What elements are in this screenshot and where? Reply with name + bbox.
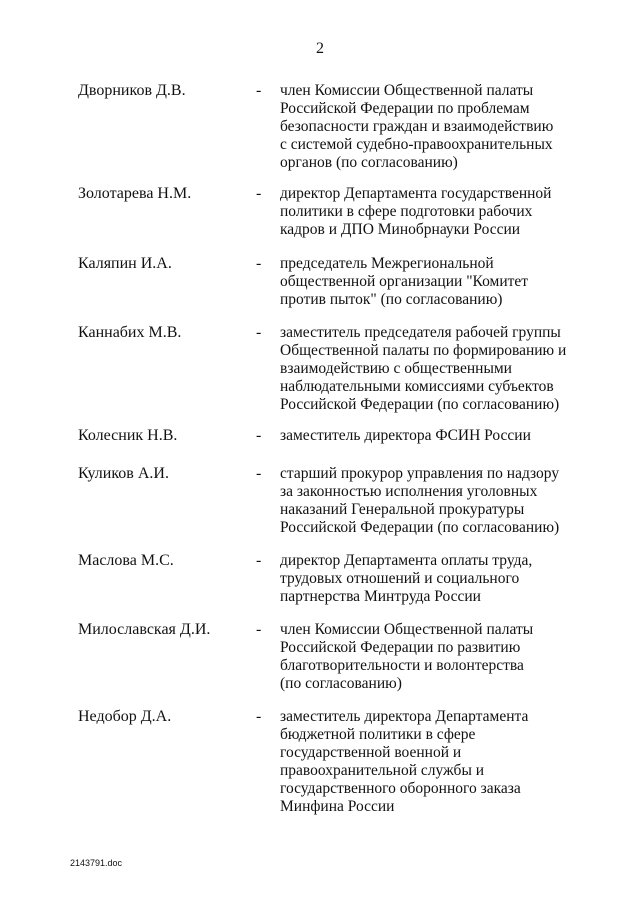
role-line: с системой судебно-правоохранительных bbox=[280, 136, 553, 153]
role-line: политики в сфере подготовки рабочих bbox=[280, 203, 533, 220]
role-line: член Комиссии Общественной палаты bbox=[280, 621, 534, 638]
member-role bbox=[280, 82, 580, 172]
role-line: кадров и ДПО Минобрнауки России bbox=[280, 221, 521, 238]
role-line: государственного оборонного заказа bbox=[280, 780, 521, 797]
separator-dash: - bbox=[256, 427, 262, 444]
member-role bbox=[280, 552, 580, 606]
role-line: наказаний Генеральной прокуратуры bbox=[280, 501, 525, 518]
role-line: общественной организации "Комитет bbox=[280, 273, 529, 290]
separator-dash: - bbox=[256, 708, 262, 725]
role-line: заместитель председателя рабочей группы bbox=[280, 324, 561, 341]
page-number: 2 bbox=[316, 40, 324, 57]
separator-dash: - bbox=[256, 82, 262, 99]
role-line: наблюдательными комиссиями субъектов bbox=[280, 378, 554, 395]
member-name: Каляпин И.А. bbox=[78, 255, 172, 272]
role-line: государственной военной и bbox=[280, 744, 462, 761]
member-role bbox=[280, 255, 580, 309]
member-name: Золотарева Н.М. bbox=[78, 185, 192, 202]
role-line: взаимодействию с общественными bbox=[280, 360, 512, 377]
member-name: Маслова М.С. bbox=[78, 552, 174, 569]
role-line: Российской Федерации по проблемам bbox=[280, 100, 530, 117]
member-role bbox=[280, 427, 580, 445]
role-line: безопасности граждан и взаимодействию bbox=[280, 118, 554, 135]
member-name: Недобор Д.А. bbox=[78, 708, 172, 725]
role-line: благотворительности и волонтерства bbox=[280, 657, 524, 674]
separator-dash: - bbox=[256, 465, 262, 482]
footer-filename: 2143791.doc bbox=[70, 858, 123, 868]
role-line: партнерства Минтруда России bbox=[280, 588, 481, 605]
member-role bbox=[280, 185, 580, 239]
role-line: директор Департамента оплаты труда, bbox=[280, 552, 533, 569]
member-name: Колесник Н.В. bbox=[78, 427, 178, 444]
role-line: Российской Федерации (по согласованию) bbox=[280, 396, 560, 413]
role-line: трудовых отношений и социального bbox=[280, 570, 520, 587]
separator-dash: - bbox=[256, 185, 262, 202]
member-role bbox=[280, 708, 580, 816]
separator-dash: - bbox=[256, 621, 262, 638]
member-role bbox=[280, 621, 580, 693]
member-name: Милославская Д.И. bbox=[78, 621, 211, 638]
role-line: председатель Межрегиональной bbox=[280, 255, 494, 272]
member-role bbox=[280, 324, 580, 414]
member-name: Дворников Д.В. bbox=[78, 82, 186, 99]
role-line: за законностью исполнения уголовных bbox=[280, 483, 538, 500]
member-name: Каннабих М.В. bbox=[78, 324, 182, 341]
role-line: Минфина России bbox=[280, 798, 395, 815]
role-line: Российской Федерации по развитию bbox=[280, 639, 521, 656]
role-line: органов (по согласованию) bbox=[280, 154, 458, 171]
separator-dash: - bbox=[256, 552, 262, 569]
role-line: правоохранительной службы и bbox=[280, 762, 485, 779]
member-name: Куликов А.И. bbox=[78, 465, 169, 482]
separator-dash: - bbox=[256, 255, 262, 272]
role-line: директор Департамента государственной bbox=[280, 185, 552, 202]
role-line: бюджетной политики в сфере bbox=[280, 726, 476, 743]
member-role bbox=[280, 465, 580, 537]
role-line: Общественной палаты по формированию и bbox=[280, 342, 567, 359]
role-line: старший прокурор управления по надзору bbox=[280, 465, 560, 482]
role-line: Российской Федерации (по согласованию) bbox=[280, 519, 560, 536]
role-line: заместитель директора Департамента bbox=[280, 708, 529, 725]
role-line: (по согласованию) bbox=[280, 675, 402, 692]
separator-dash: - bbox=[256, 324, 262, 341]
role-line: член Комиссии Общественной палаты bbox=[280, 82, 534, 99]
role-line: против пыток" (по согласованию) bbox=[280, 291, 503, 308]
role-line: заместитель директора ФСИН России bbox=[280, 427, 531, 444]
